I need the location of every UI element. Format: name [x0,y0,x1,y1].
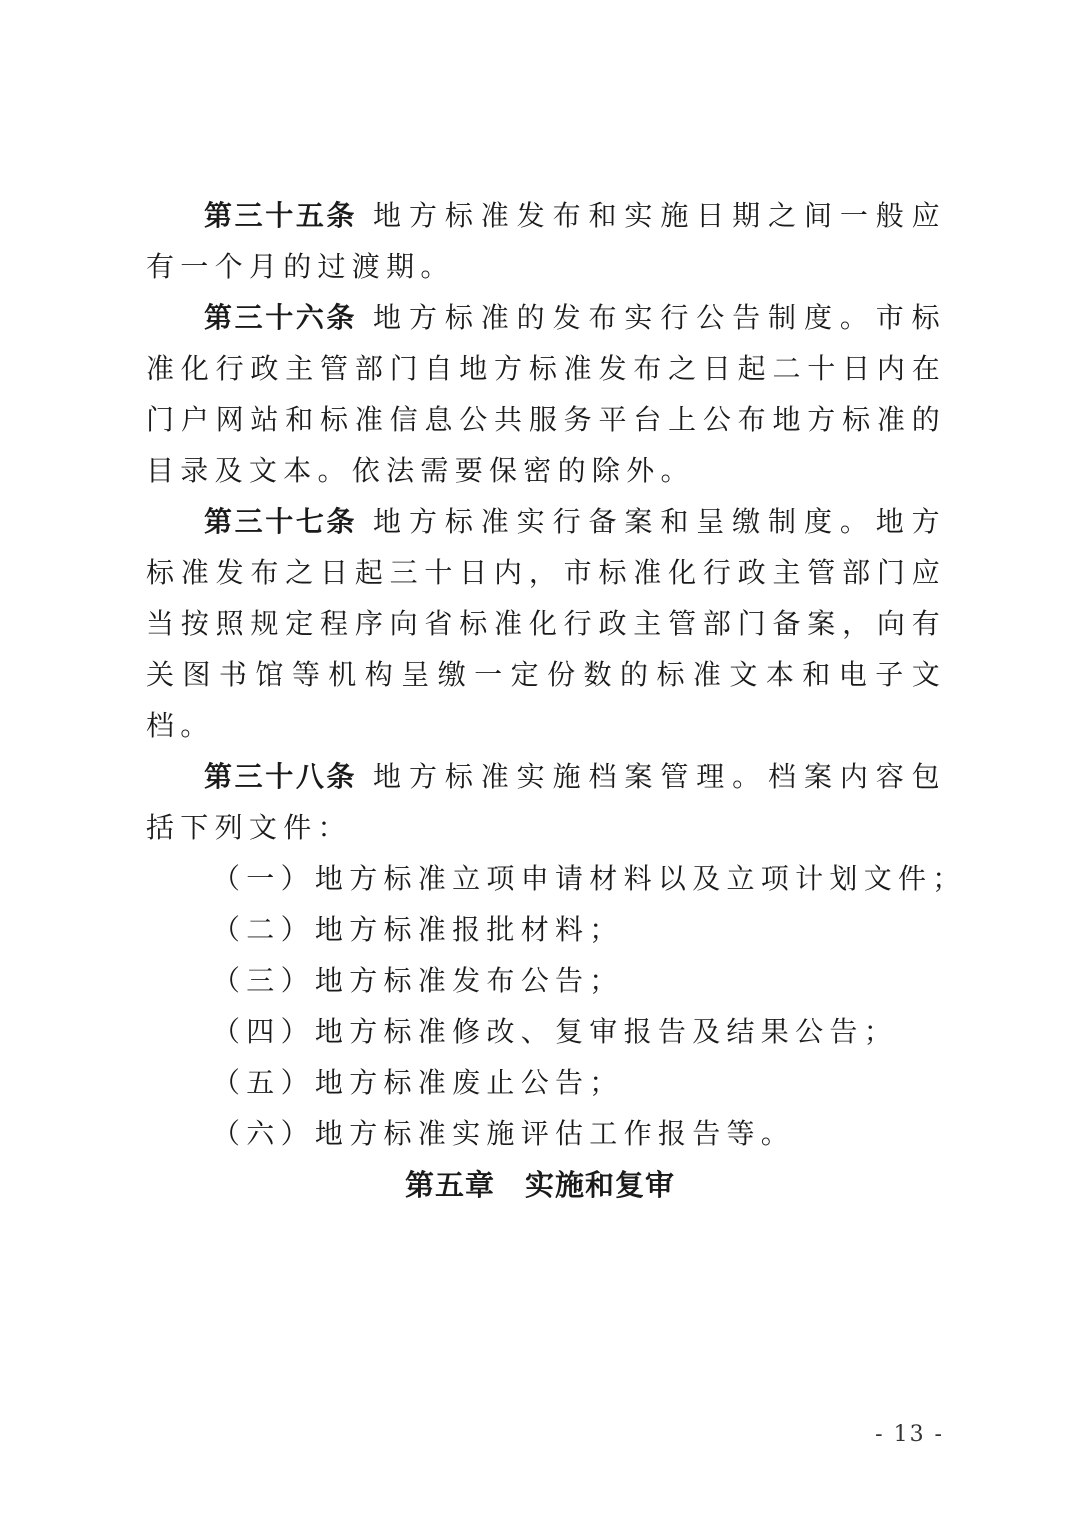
article-text: 地方标准实施档案管理。档案内容包括下列文件： [146,760,946,844]
chapter-title: 第五章 实施和复审 [404,1168,675,1202]
list-item: （四）地方标准修改、复审报告及结果公告； [212,1015,899,1048]
article-35 [146,190,946,292]
list-item: （三）地方标准发布公告； [212,964,624,997]
article-number: 第三十六条 [204,301,358,334]
article-text: 地方标准的发布实行公告制度。市标准化行政主管部门自地方标准发布之日起二十日内在门户网站和标准信息公共服务平台上公布地方标准的目录及文本。依法需要保密的除外。 [146,301,946,487]
page-number: - 13 - [875,1422,944,1447]
article-number: 第三十八条 [204,760,358,793]
list-item: （一）地方标准立项申请材料以及立项计划文件； [212,862,967,895]
list-item: （二）地方标准报批材料； [212,913,624,946]
list-item: （五）地方标准废止公告； [212,1066,624,1099]
list-item: （六）地方标准实施评估工作报告等。 [212,1117,796,1150]
article-text: 地方标准发布和实施日期之间一般应有一个月的过渡期。 [146,199,946,283]
article-number: 第三十七条 [204,505,358,538]
article-text: 地方标准实行备案和呈缴制度。地方标准发布之日起三十日内，市标准化行政主管部门应当按照规定程序向省标准化行政主管部门备案，向有关图书馆等机构呈缴一定份数的标准文本和电子文档。 [146,505,946,742]
article-36 [146,292,946,496]
article-38 [146,751,946,853]
article-number: 第三十五条 [204,199,358,232]
article-37 [146,496,946,751]
body-text [146,190,967,1159]
